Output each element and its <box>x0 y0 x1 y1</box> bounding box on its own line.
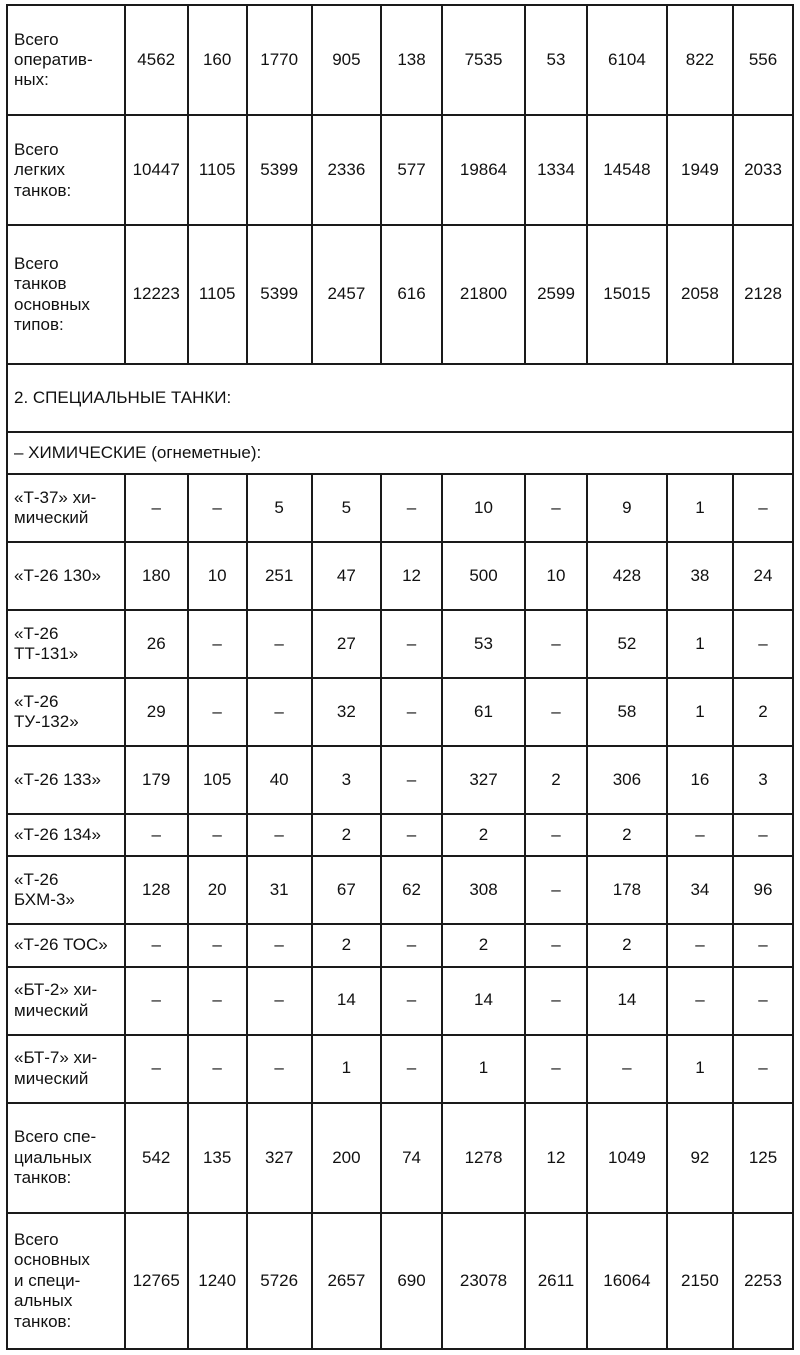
value-cell: 14548 <box>587 115 667 225</box>
table-row <box>7 814 793 856</box>
value-cell: – <box>733 1035 793 1103</box>
value-cell: 29 <box>125 678 188 746</box>
value-cell: – <box>247 924 312 966</box>
value-cell: 47 <box>312 542 381 610</box>
value-cell: 1049 <box>587 1103 667 1213</box>
value-cell: – <box>188 967 247 1035</box>
value-cell: – <box>525 678 587 746</box>
table-row <box>7 1035 793 1103</box>
value-cell: 9 <box>587 474 667 542</box>
value-cell: – <box>525 924 587 966</box>
table-row <box>7 115 793 225</box>
value-cell: 5 <box>312 474 381 542</box>
value-cell: 542 <box>125 1103 188 1213</box>
value-cell: 128 <box>125 856 188 924</box>
value-cell: – <box>525 1035 587 1103</box>
value-cell: 2599 <box>525 225 587 363</box>
value-cell: – <box>247 967 312 1035</box>
value-cell: 2336 <box>312 115 381 225</box>
value-cell: 5399 <box>247 115 312 225</box>
value-cell: 2128 <box>733 225 793 363</box>
value-cell: 10 <box>188 542 247 610</box>
value-cell: – <box>525 967 587 1035</box>
value-cell: 31 <box>247 856 312 924</box>
value-cell: 822 <box>667 5 733 115</box>
value-cell: 2058 <box>667 225 733 363</box>
value-cell: 38 <box>667 542 733 610</box>
value-cell: 327 <box>247 1103 312 1213</box>
row-label: Всего легких танков: <box>7 115 125 225</box>
value-cell: 14 <box>312 967 381 1035</box>
row-label: «Т-26 БХМ-3» <box>7 856 125 924</box>
row-label: Всего основных и специ- альных танков: <box>7 1213 125 1349</box>
value-cell: 1949 <box>667 115 733 225</box>
value-cell: 2457 <box>312 225 381 363</box>
value-cell: 58 <box>587 678 667 746</box>
table-row <box>7 924 793 966</box>
value-cell: – <box>667 924 733 966</box>
value-cell: 23078 <box>442 1213 525 1349</box>
value-cell: – <box>125 967 188 1035</box>
row-label: «Т-37» хи- мический <box>7 474 125 542</box>
value-cell: 135 <box>188 1103 247 1213</box>
table-row <box>7 967 793 1035</box>
value-cell: – <box>125 924 188 966</box>
value-cell: – <box>381 1035 442 1103</box>
row-label: Всего танков основных типов: <box>7 225 125 363</box>
value-cell: – <box>667 814 733 856</box>
value-cell: – <box>733 474 793 542</box>
value-cell: 15015 <box>587 225 667 363</box>
value-cell: 1105 <box>188 225 247 363</box>
value-cell: 327 <box>442 746 525 814</box>
value-cell: 178 <box>587 856 667 924</box>
value-cell: 179 <box>125 746 188 814</box>
table-row <box>7 678 793 746</box>
value-cell: – <box>247 1035 312 1103</box>
value-cell: – <box>247 814 312 856</box>
value-cell: – <box>525 474 587 542</box>
section-row <box>7 364 793 432</box>
value-cell: 577 <box>381 115 442 225</box>
value-cell: – <box>525 856 587 924</box>
value-cell: 160 <box>188 5 247 115</box>
value-cell: 2150 <box>667 1213 733 1349</box>
row-label: «Т-26 134» <box>7 814 125 856</box>
value-cell: 14 <box>587 967 667 1035</box>
row-label: «БТ-2» хи- мический <box>7 967 125 1035</box>
value-cell: 16 <box>667 746 733 814</box>
value-cell: – <box>381 610 442 678</box>
value-cell: 5399 <box>247 225 312 363</box>
row-label: «Т-26 ТУ-132» <box>7 678 125 746</box>
table-row <box>7 1213 793 1349</box>
value-cell: 53 <box>442 610 525 678</box>
value-cell: 67 <box>312 856 381 924</box>
value-cell: – <box>381 924 442 966</box>
table-row <box>7 1103 793 1213</box>
value-cell: 616 <box>381 225 442 363</box>
value-cell: 3 <box>733 746 793 814</box>
value-cell: 20 <box>188 856 247 924</box>
value-cell: 2 <box>442 814 525 856</box>
value-cell: 2 <box>525 746 587 814</box>
value-cell: – <box>188 474 247 542</box>
value-cell: 3 <box>312 746 381 814</box>
value-cell: 180 <box>125 542 188 610</box>
section-heading: 2. СПЕЦИАЛЬНЫЕ ТАНКИ: <box>7 364 793 432</box>
value-cell: 2 <box>312 924 381 966</box>
table-row <box>7 610 793 678</box>
value-cell: 12223 <box>125 225 188 363</box>
value-cell: 2253 <box>733 1213 793 1349</box>
value-cell: 1 <box>667 474 733 542</box>
value-cell: 1 <box>442 1035 525 1103</box>
value-cell: 2 <box>442 924 525 966</box>
value-cell: 10447 <box>125 115 188 225</box>
value-cell: – <box>188 678 247 746</box>
value-cell: 1278 <box>442 1103 525 1213</box>
value-cell: 61 <box>442 678 525 746</box>
value-cell: 26 <box>125 610 188 678</box>
value-cell: 4562 <box>125 5 188 115</box>
row-label: Всего оператив- ных: <box>7 5 125 115</box>
value-cell: 308 <box>442 856 525 924</box>
value-cell: – <box>381 967 442 1035</box>
value-cell: 53 <box>525 5 587 115</box>
value-cell: 1 <box>667 678 733 746</box>
value-cell: 12 <box>381 542 442 610</box>
section-row <box>7 432 793 474</box>
value-cell: 5726 <box>247 1213 312 1349</box>
value-cell: 7535 <box>442 5 525 115</box>
value-cell: 905 <box>312 5 381 115</box>
value-cell: 96 <box>733 856 793 924</box>
value-cell: – <box>125 1035 188 1103</box>
value-cell: – <box>125 814 188 856</box>
value-cell: 24 <box>733 542 793 610</box>
value-cell: – <box>733 967 793 1035</box>
value-cell: 2 <box>733 678 793 746</box>
value-cell: 1105 <box>188 115 247 225</box>
row-label: «Т-26 133» <box>7 746 125 814</box>
row-label: «Т-26 ТОС» <box>7 924 125 966</box>
value-cell: – <box>381 746 442 814</box>
table-row <box>7 474 793 542</box>
value-cell: 92 <box>667 1103 733 1213</box>
table-row <box>7 5 793 115</box>
row-label: «Т-26 130» <box>7 542 125 610</box>
table-row <box>7 856 793 924</box>
tank-inventory-table <box>6 4 794 1350</box>
value-cell: – <box>381 678 442 746</box>
value-cell: – <box>247 610 312 678</box>
row-label: Всего спе- циальных танков: <box>7 1103 125 1213</box>
value-cell: – <box>188 924 247 966</box>
value-cell: – <box>188 610 247 678</box>
value-cell: 138 <box>381 5 442 115</box>
value-cell: 10 <box>525 542 587 610</box>
value-cell: 27 <box>312 610 381 678</box>
value-cell: – <box>381 474 442 542</box>
value-cell: 125 <box>733 1103 793 1213</box>
value-cell: 5 <box>247 474 312 542</box>
value-cell: 74 <box>381 1103 442 1213</box>
table-body <box>7 5 793 1349</box>
value-cell: 556 <box>733 5 793 115</box>
value-cell: 52 <box>587 610 667 678</box>
value-cell: 32 <box>312 678 381 746</box>
value-cell: – <box>667 967 733 1035</box>
value-cell: 2 <box>587 924 667 966</box>
value-cell: 500 <box>442 542 525 610</box>
value-cell: – <box>188 814 247 856</box>
value-cell: 2 <box>312 814 381 856</box>
value-cell: 1 <box>667 610 733 678</box>
value-cell: 1240 <box>188 1213 247 1349</box>
value-cell: 12765 <box>125 1213 188 1349</box>
value-cell: – <box>525 610 587 678</box>
value-cell: 105 <box>188 746 247 814</box>
value-cell: 14 <box>442 967 525 1035</box>
table-row <box>7 542 793 610</box>
value-cell: 1770 <box>247 5 312 115</box>
value-cell: 2657 <box>312 1213 381 1349</box>
value-cell: 2033 <box>733 115 793 225</box>
value-cell: 1 <box>312 1035 381 1103</box>
value-cell: – <box>525 814 587 856</box>
table-row <box>7 225 793 363</box>
table-row <box>7 746 793 814</box>
value-cell: 62 <box>381 856 442 924</box>
value-cell: – <box>733 924 793 966</box>
value-cell: 2 <box>587 814 667 856</box>
value-cell: – <box>125 474 188 542</box>
value-cell: 34 <box>667 856 733 924</box>
value-cell: – <box>188 1035 247 1103</box>
value-cell: 1 <box>667 1035 733 1103</box>
value-cell: 306 <box>587 746 667 814</box>
value-cell: – <box>381 814 442 856</box>
value-cell: – <box>587 1035 667 1103</box>
value-cell: – <box>247 678 312 746</box>
value-cell: 21800 <box>442 225 525 363</box>
row-label: «БТ-7» хи- мический <box>7 1035 125 1103</box>
value-cell: 6104 <box>587 5 667 115</box>
row-label: «Т-26 ТТ-131» <box>7 610 125 678</box>
value-cell: 1334 <box>525 115 587 225</box>
value-cell: 40 <box>247 746 312 814</box>
value-cell: 200 <box>312 1103 381 1213</box>
value-cell: – <box>733 814 793 856</box>
value-cell: 19864 <box>442 115 525 225</box>
value-cell: 690 <box>381 1213 442 1349</box>
value-cell: 16064 <box>587 1213 667 1349</box>
value-cell: 428 <box>587 542 667 610</box>
value-cell: 2611 <box>525 1213 587 1349</box>
value-cell: 251 <box>247 542 312 610</box>
value-cell: 10 <box>442 474 525 542</box>
value-cell: 12 <box>525 1103 587 1213</box>
section-heading: – ХИМИЧЕСКИЕ (огнеметные): <box>7 432 793 474</box>
value-cell: – <box>733 610 793 678</box>
